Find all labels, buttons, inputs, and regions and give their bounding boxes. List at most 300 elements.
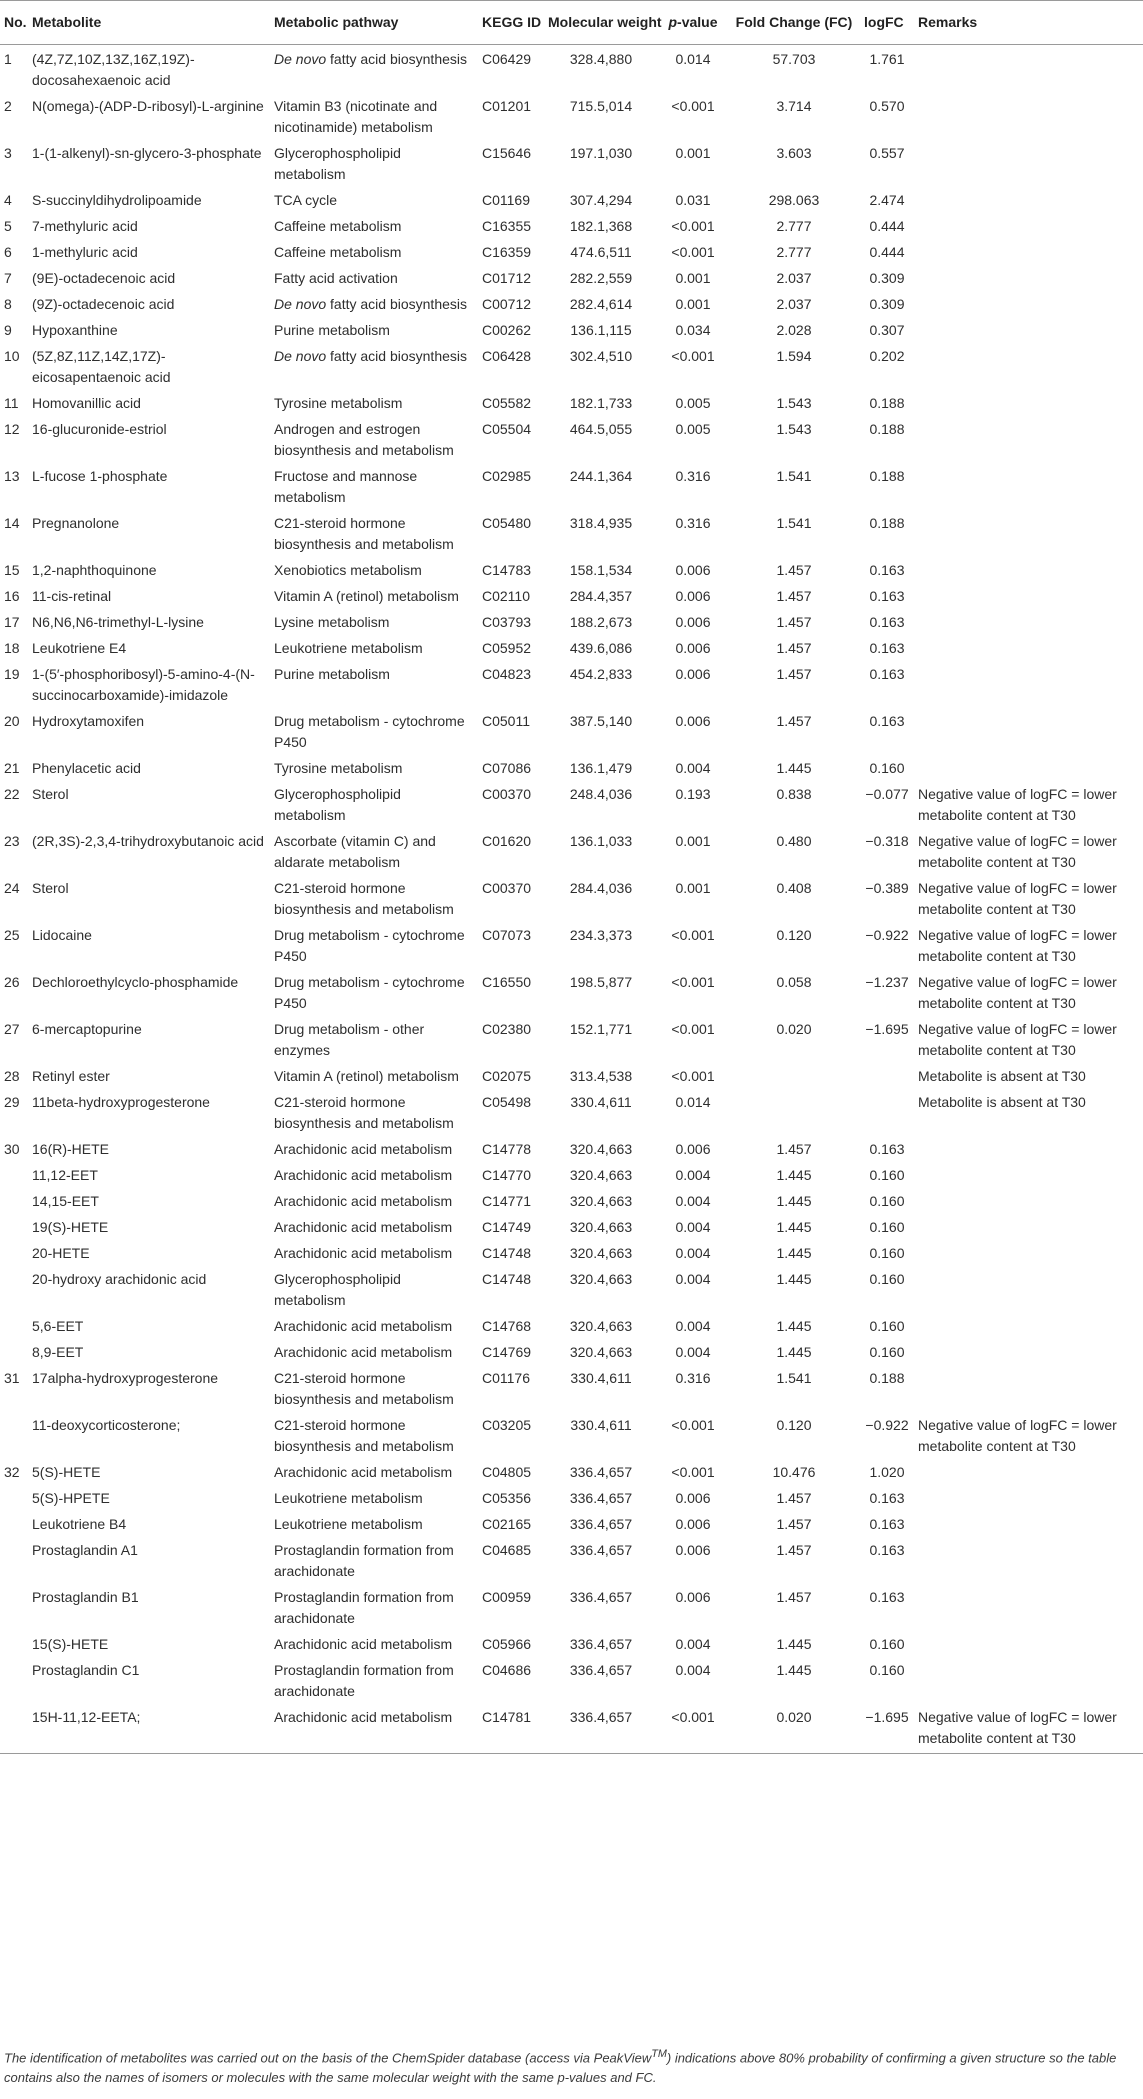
cell-pathway: Drug metabolism - cytochrome P450 — [274, 713, 465, 750]
cell-pathway: Fructose and mannose metabolism — [274, 468, 418, 505]
cell-molecular-weight: 330.4,611 — [570, 1417, 632, 1433]
cell-p-value: 0.001 — [675, 296, 711, 312]
cell-metabolite: Prostaglandin A1 — [32, 1542, 138, 1558]
cell-molecular-weight: 244.1,364 — [569, 468, 633, 484]
pathway-italic-prefix: De novo — [274, 348, 327, 364]
cell-molecular-weight: 320.4,663 — [569, 1167, 633, 1183]
cell-remarks — [914, 608, 1143, 634]
cell-logfc: 0.160 — [869, 1636, 905, 1652]
cell-pathway: Vitamin A (retinol) metabolism — [274, 588, 459, 604]
cell-metabolite: Pregnanolone — [32, 515, 120, 531]
cell-metabolite: 15(S)-HETE — [32, 1636, 109, 1652]
cell-no: 11 — [4, 395, 19, 411]
cell-logfc: 0.160 — [869, 1344, 905, 1360]
table-row — [0, 1338, 1143, 1364]
header-p-italic: p — [668, 14, 678, 30]
pathway-text: fatty acid biosynthesis — [326, 296, 468, 312]
cell-remarks — [914, 1458, 1143, 1484]
cell-molecular-weight: 136.1,479 — [569, 760, 633, 776]
cell-pathway: Lysine metabolism — [274, 614, 390, 630]
cell-kegg-id: C01201 — [482, 98, 532, 114]
cell-remarks — [914, 1630, 1143, 1656]
cell-logfc: 0.163 — [869, 1141, 905, 1157]
cell-fold-change: 0.020 — [776, 1021, 812, 1037]
cell-remarks — [914, 1338, 1143, 1364]
cell-fold-change: 1.445 — [776, 1318, 812, 1334]
cell-kegg-id: C02165 — [482, 1516, 532, 1532]
cell-fold-change: 1.457 — [776, 588, 812, 604]
cell-metabolite: N6,N6,N6-trimethyl-L-lysine — [32, 614, 204, 630]
table-row — [0, 45, 1143, 93]
cell-p-value: 0.004 — [675, 1636, 711, 1652]
cell-no: 25 — [4, 927, 20, 943]
cell-kegg-id: C14778 — [482, 1141, 532, 1157]
cell-metabolite: Lidocaine — [32, 927, 92, 943]
cell-logfc: 0.188 — [869, 468, 905, 484]
cell-no: 6 — [4, 244, 12, 260]
cell-remarks — [914, 45, 1143, 93]
cell-p-value: <0.001 — [658, 1703, 728, 1754]
cell-remarks — [914, 212, 1143, 238]
cell-pathway: Vitamin A (retinol) metabolism — [274, 1068, 459, 1084]
cell-remarks — [914, 1312, 1143, 1338]
cell-fold-change: 1.457 — [776, 1490, 812, 1506]
cell-metabolite: L-fucose 1-phosphate — [32, 468, 168, 484]
cell-molecular-weight: 158.1,534 — [569, 562, 633, 578]
cell-pathway: Prostaglandin formation from arachidonate — [274, 1662, 454, 1699]
footnote-text-2: ) indications above 80% probability of confirming a given structure so the table contains also the names of isomers or molecules with the same molecular weight with the same p-values and FC. — [4, 2050, 1117, 2086]
cell-remarks: Negative value of logFC = lower metabolite content at T30 — [918, 974, 1117, 1011]
cell-no: 7 — [4, 270, 12, 286]
cell-fold-change: 57.703 — [772, 51, 816, 67]
cell-metabolite: 11-deoxycorticosterone; — [32, 1417, 181, 1433]
cell-molecular-weight: 198.5,877 — [569, 974, 633, 990]
cell-no — [0, 1338, 28, 1364]
cell-remarks — [914, 139, 1143, 186]
cell-metabolite: Prostaglandin B1 — [32, 1589, 139, 1605]
cell-pathway: Prostaglandin formation from arachidonate — [274, 1589, 454, 1626]
cell-metabolite: Dechloroethylcyclo-phosphamide — [32, 974, 239, 990]
cell-logfc: 0.160 — [869, 1245, 905, 1261]
cell-p-value: 0.006 — [675, 640, 711, 656]
cell-molecular-weight: 320.4,663 — [569, 1193, 633, 1209]
table-row — [0, 1187, 1143, 1213]
cell-molecular-weight: 328.4,880 — [569, 51, 633, 67]
cell-pathway: Purine metabolism — [274, 666, 390, 682]
cell-metabolite: N(omega)-(ADP-D-ribosyl)-L-arginine — [32, 98, 264, 114]
cell-p-value: <0.001 — [671, 1464, 715, 1480]
cell-remarks: Negative value of logFC = lower metabolite content at T30 — [918, 880, 1117, 917]
cell-fold-change: 1.543 — [776, 395, 812, 411]
cell-molecular-weight: 336.4,657 — [569, 1490, 633, 1506]
cell-metabolite: 5(S)-HETE — [32, 1464, 101, 1480]
cell-kegg-id: C03793 — [482, 614, 532, 630]
cell-no: 22 — [4, 786, 20, 802]
cell-metabolite: 1-(1-alkenyl)-sn-glycero-3-phosphate — [32, 145, 262, 161]
cell-no — [0, 1484, 28, 1510]
cell-molecular-weight: 136.1,033 — [569, 833, 633, 849]
cell-metabolite: (4Z,7Z,10Z,13Z,16Z,19Z)-docosahexaenoic acid — [32, 51, 195, 88]
cell-p-value: 0.004 — [675, 1271, 711, 1287]
cell-pathway — [270, 290, 478, 316]
cell-remarks — [914, 389, 1143, 415]
cell-remarks — [914, 462, 1143, 509]
cell-pathway: Arachidonic acid metabolism — [270, 1703, 478, 1754]
cell-logfc: 0.309 — [869, 296, 905, 312]
cell-no: 29 — [4, 1094, 20, 1110]
cell-pathway: Arachidonic acid metabolism — [274, 1219, 453, 1235]
cell-pathway: Arachidonic acid metabolism — [274, 1141, 453, 1157]
cell-molecular-weight: 330.4,611 — [570, 1094, 632, 1110]
cell-no: 18 — [4, 640, 20, 656]
table-row — [0, 1510, 1143, 1536]
cell-pathway: Purine metabolism — [274, 322, 390, 338]
cell-metabolite: 16(R)-HETE — [32, 1141, 110, 1157]
cell-fold-change: 3.714 — [776, 98, 812, 114]
cell-fold-change: 1.445 — [776, 1219, 812, 1235]
cell-logfc: 0.160 — [869, 760, 905, 776]
cell-kegg-id: C14748 — [482, 1245, 532, 1261]
cell-logfc: 0.188 — [869, 421, 905, 437]
cell-remarks — [914, 238, 1143, 264]
cell-remarks — [914, 1364, 1143, 1411]
table-row — [0, 1458, 1143, 1484]
cell-molecular-weight: 336.4,657 — [569, 1589, 633, 1605]
cell-p-value: <0.001 — [671, 1021, 715, 1037]
cell-no: 15 — [4, 562, 20, 578]
cell-pathway — [270, 342, 478, 389]
cell-logfc: 0.444 — [869, 218, 905, 234]
cell-p-value: 0.006 — [675, 1490, 711, 1506]
cell-p-value: 0.006 — [675, 562, 711, 578]
cell-molecular-weight: 474.6,511 — [570, 244, 632, 260]
cell-no — [0, 1239, 28, 1265]
cell-metabolite: Hydroxytamoxifen — [32, 713, 145, 729]
footnote-trademark: TM — [651, 2048, 667, 2060]
cell-molecular-weight: 188.2,673 — [569, 614, 633, 630]
cell-fold-change: 1.445 — [776, 1245, 812, 1261]
cell-fold-change: 1.543 — [776, 421, 812, 437]
table-row — [0, 634, 1143, 660]
cell-remarks — [914, 415, 1143, 462]
cell-logfc: −1.237 — [865, 974, 909, 990]
table-row — [0, 389, 1143, 415]
cell-kegg-id: C05952 — [482, 640, 532, 656]
cell-molecular-weight: 284.4,357 — [569, 588, 633, 604]
cell-p-value: 0.006 — [675, 588, 711, 604]
cell-remarks — [914, 1484, 1143, 1510]
cell-kegg-id: C04823 — [482, 666, 532, 682]
cell-p-value: <0.001 — [671, 1068, 715, 1084]
cell-kegg-id: C00712 — [482, 296, 532, 312]
cell-p-value: 0.006 — [675, 1589, 711, 1605]
cell-remarks: Metabolite is absent at T30 — [918, 1094, 1086, 1110]
cell-remarks — [914, 1265, 1143, 1312]
cell-fold-change: 1.445 — [776, 1193, 812, 1209]
table-row — [0, 1703, 1143, 1754]
cell-no: 31 — [4, 1370, 20, 1386]
cell-kegg-id: C04685 — [482, 1542, 532, 1558]
cell-p-value: <0.001 — [671, 98, 715, 114]
cell-pathway: C21-steroid hormone biosynthesis and metabolism — [274, 880, 454, 917]
table-row — [0, 754, 1143, 780]
cell-logfc: 0.160 — [869, 1662, 905, 1678]
cell-fold-change: 1.457 — [776, 1542, 812, 1558]
cell-metabolite: 20-HETE — [32, 1245, 90, 1261]
cell-pathway: C21-steroid hormone biosynthesis and metabolism — [274, 1094, 454, 1131]
cell-kegg-id: C05011 — [482, 713, 531, 729]
cell-kegg-id: C02110 — [482, 588, 531, 604]
cell-remarks: Negative value of logFC = lower metabolite content at T30 — [918, 833, 1117, 870]
cell-molecular-weight: 282.4,614 — [569, 296, 633, 312]
cell-metabolite: Leukotriene B4 — [32, 1516, 127, 1532]
cell-kegg-id: C14769 — [482, 1344, 532, 1360]
cell-molecular-weight: 454.2,833 — [569, 666, 633, 682]
cell-molecular-weight: 387.5,140 — [569, 713, 633, 729]
cell-metabolite: 11-cis-retinal — [32, 588, 112, 604]
table-row — [0, 186, 1143, 212]
cell-no — [0, 1656, 28, 1703]
pathway-text: fatty acid biosynthesis — [326, 51, 468, 67]
cell-metabolite: 15H-11,12-EETA; — [28, 1703, 270, 1754]
cell-fold-change: 1.541 — [776, 1370, 812, 1386]
cell-logfc: 0.160 — [869, 1167, 905, 1183]
header-kegg: KEGG ID — [478, 1, 544, 45]
cell-logfc: −0.922 — [865, 1417, 909, 1433]
cell-kegg-id: C00370 — [482, 880, 532, 896]
cell-logfc: −0.318 — [865, 833, 909, 849]
cell-molecular-weight: 336.4,657 — [569, 1542, 633, 1558]
table-row — [0, 780, 1143, 827]
cell-no: 5 — [4, 218, 12, 234]
table-row — [0, 1312, 1143, 1338]
cell-remarks — [914, 186, 1143, 212]
cell-pathway: TCA cycle — [274, 192, 338, 208]
cell-logfc: 0.160 — [869, 1219, 905, 1235]
table-row — [0, 921, 1143, 968]
cell-logfc: 0.163 — [869, 713, 905, 729]
cell-no: 19 — [4, 666, 20, 682]
cell-p-value: 0.031 — [675, 192, 711, 208]
header-remarks: Remarks — [914, 1, 1143, 45]
cell-remarks — [914, 1239, 1143, 1265]
cell-metabolite: 5,6-EET — [32, 1318, 84, 1334]
cell-p-value: 0.006 — [675, 1141, 711, 1157]
cell-p-value: 0.005 — [675, 395, 711, 411]
cell-no: 10 — [4, 348, 20, 364]
cell-p-value: 0.004 — [675, 1219, 711, 1235]
cell-fold-change: 2.037 — [776, 270, 812, 286]
table-row — [0, 1656, 1143, 1703]
cell-metabolite: 17alpha-hydroxyprogesterone — [32, 1370, 219, 1386]
cell-metabolite: (2R,3S)-2,3,4-trihydroxybutanoic acid — [32, 833, 264, 849]
cell-fold-change: 1.445 — [776, 1636, 812, 1652]
cell-kegg-id: C16355 — [482, 218, 532, 234]
cell-fold-change: 1.594 — [776, 348, 812, 364]
cell-p-value: 0.001 — [675, 833, 711, 849]
cell-no: 16 — [4, 588, 20, 604]
cell-p-value: 0.004 — [675, 1662, 711, 1678]
cell-p-value: 0.001 — [675, 145, 711, 161]
pathway-italic-prefix: De novo — [274, 296, 327, 312]
cell-p-value: 0.006 — [675, 614, 711, 630]
cell-no — [0, 1630, 28, 1656]
cell-molecular-weight: 307.4,294 — [569, 192, 633, 208]
cell-fold-change — [728, 1062, 860, 1088]
cell-p-value: 0.004 — [675, 1193, 711, 1209]
cell-metabolite: Phenylacetic acid — [32, 760, 141, 776]
cell-fold-change: 0.838 — [776, 786, 812, 802]
cell-logfc: 0.163 — [869, 1516, 905, 1532]
cell-remarks — [914, 582, 1143, 608]
table-row — [0, 1213, 1143, 1239]
cell-fold-change: 0.058 — [776, 974, 812, 990]
cell-pathway: Drug metabolism - other enzymes — [274, 1021, 425, 1058]
cell-metabolite: (5Z,8Z,11Z,14Z,17Z)-eicosapentaenoic acid — [32, 348, 171, 385]
cell-no: 8 — [4, 296, 12, 312]
cell-logfc: 0.160 — [869, 1193, 905, 1209]
cell-kegg-id: C01169 — [482, 192, 531, 208]
cell-molecular-weight: 439.6,086 — [569, 640, 633, 656]
cell-fold-change: 2.028 — [776, 322, 812, 338]
cell-no: 28 — [4, 1068, 20, 1084]
cell-logfc: 0.160 — [869, 1318, 905, 1334]
table-footnote — [4, 2044, 1139, 2088]
cell-metabolite: Prostaglandin C1 — [32, 1662, 140, 1678]
cell-remarks — [914, 264, 1143, 290]
cell-pathway: Leukotriene metabolism — [274, 640, 423, 656]
cell-metabolite: Leukotriene E4 — [32, 640, 127, 656]
cell-kegg-id: C02380 — [482, 1021, 532, 1037]
cell-remarks — [914, 509, 1143, 556]
cell-logfc: −1.695 — [860, 1703, 914, 1754]
cell-kegg-id: C14768 — [482, 1318, 532, 1334]
cell-p-value: 0.006 — [675, 1516, 711, 1532]
cell-p-value: 0.316 — [675, 515, 711, 531]
header-p-suffix: -value — [677, 14, 718, 30]
cell-pathway: Prostaglandin formation from arachidonate — [274, 1542, 454, 1579]
cell-p-value: 0.316 — [675, 1370, 711, 1386]
cell-metabolite: 19(S)-HETE — [32, 1219, 109, 1235]
cell-remarks — [914, 1583, 1143, 1630]
cell-pathway: Glycerophospholipid metabolism — [274, 1271, 401, 1308]
cell-molecular-weight: 336.4,657 — [569, 1636, 633, 1652]
cell-fold-change: 1.445 — [776, 760, 812, 776]
cell-molecular-weight: 234.3,373 — [569, 927, 633, 943]
table-row — [0, 238, 1143, 264]
table-header — [0, 1, 1143, 45]
cell-metabolite: (9E)-octadecenoic acid — [32, 270, 176, 286]
cell-p-value: 0.004 — [675, 1318, 711, 1334]
cell-fold-change: 1.445 — [776, 1344, 812, 1360]
table-row — [0, 1265, 1143, 1312]
cell-molecular-weight: 182.1,733 — [569, 395, 633, 411]
cell-kegg-id: C01620 — [482, 833, 532, 849]
cell-metabolite: 8,9-EET — [32, 1344, 84, 1360]
table-row — [0, 139, 1143, 186]
cell-fold-change: 1.457 — [776, 562, 812, 578]
cell-pathway: Tyrosine metabolism — [274, 395, 403, 411]
cell-remarks — [914, 1135, 1143, 1161]
table-row — [0, 582, 1143, 608]
cell-metabolite: 16-glucuronide-estriol — [32, 421, 167, 437]
header-p-value — [658, 1, 728, 45]
header-molecular-weight: Molecular weight — [544, 1, 658, 45]
cell-kegg-id: C14770 — [482, 1167, 532, 1183]
cell-logfc: 0.163 — [869, 1589, 905, 1605]
cell-kegg-id: C01176 — [482, 1370, 531, 1386]
pathway-text: fatty acid biosynthesis — [326, 348, 468, 364]
cell-kegg-id: C14771 — [482, 1193, 532, 1209]
cell-kegg-id: C14781 — [478, 1703, 544, 1754]
cell-remarks — [914, 316, 1143, 342]
cell-remarks — [914, 1536, 1143, 1583]
cell-metabolite: 1-(5′-phosphoribosyl)-5-amino-4-(N-succinocarboxamide)-imidazole — [32, 666, 255, 703]
header-no: No. — [0, 1, 28, 45]
cell-no — [0, 1312, 28, 1338]
table-row — [0, 212, 1143, 238]
cell-remarks — [914, 1187, 1143, 1213]
cell-fold-change — [728, 1088, 860, 1135]
pathway-italic-prefix: De novo — [274, 51, 327, 67]
cell-kegg-id: C02075 — [482, 1068, 532, 1084]
cell-kegg-id: C14749 — [482, 1219, 532, 1235]
table-row — [0, 462, 1143, 509]
cell-p-value: 0.004 — [675, 1344, 711, 1360]
cell-no: 2 — [4, 98, 12, 114]
cell-pathway: Drug metabolism - cytochrome P450 — [274, 974, 465, 1011]
cell-kegg-id: C05480 — [482, 515, 532, 531]
cell-kegg-id: C06428 — [482, 348, 532, 364]
cell-no: 23 — [4, 833, 20, 849]
table-row — [0, 1135, 1143, 1161]
cell-molecular-weight: 320.4,663 — [569, 1245, 633, 1261]
cell-molecular-weight: 313.4,538 — [569, 1068, 633, 1084]
cell-metabolite: Sterol — [32, 786, 69, 802]
cell-kegg-id: C16359 — [482, 244, 532, 260]
cell-kegg-id: C03205 — [482, 1417, 532, 1433]
cell-fold-change: 1.457 — [776, 640, 812, 656]
cell-pathway: Caffeine metabolism — [274, 244, 402, 260]
cell-no: 3 — [4, 145, 12, 161]
table-row — [0, 874, 1143, 921]
cell-pathway: Leukotriene metabolism — [274, 1516, 423, 1532]
cell-kegg-id: C04805 — [482, 1464, 532, 1480]
table-row — [0, 1583, 1143, 1630]
header-pathway: Metabolic pathway — [270, 1, 478, 45]
cell-fold-change: 2.777 — [776, 218, 812, 234]
cell-fold-change: 1.541 — [776, 515, 812, 531]
cell-logfc: −0.077 — [865, 786, 909, 802]
cell-no: 17 — [4, 614, 20, 630]
table-row — [0, 415, 1143, 462]
cell-logfc: 0.444 — [869, 244, 905, 260]
cell-molecular-weight: 152.1,771 — [569, 1021, 633, 1037]
cell-kegg-id: C02985 — [482, 468, 532, 484]
cell-fold-change: 1.541 — [776, 468, 812, 484]
cell-remarks: Negative value of logFC = lower metabolite content at T30 — [918, 1417, 1117, 1454]
cell-kegg-id: C14783 — [482, 562, 532, 578]
cell-fold-change: 298.063 — [768, 192, 820, 208]
cell-remarks — [914, 660, 1143, 707]
table-row — [0, 1484, 1143, 1510]
cell-no — [0, 1536, 28, 1583]
cell-p-value: <0.001 — [671, 218, 715, 234]
cell-pathway: Arachidonic acid metabolism — [274, 1636, 453, 1652]
cell-fold-change: 0.020 — [728, 1703, 860, 1754]
cell-logfc: 0.188 — [869, 515, 905, 531]
table-body — [0, 45, 1143, 1754]
